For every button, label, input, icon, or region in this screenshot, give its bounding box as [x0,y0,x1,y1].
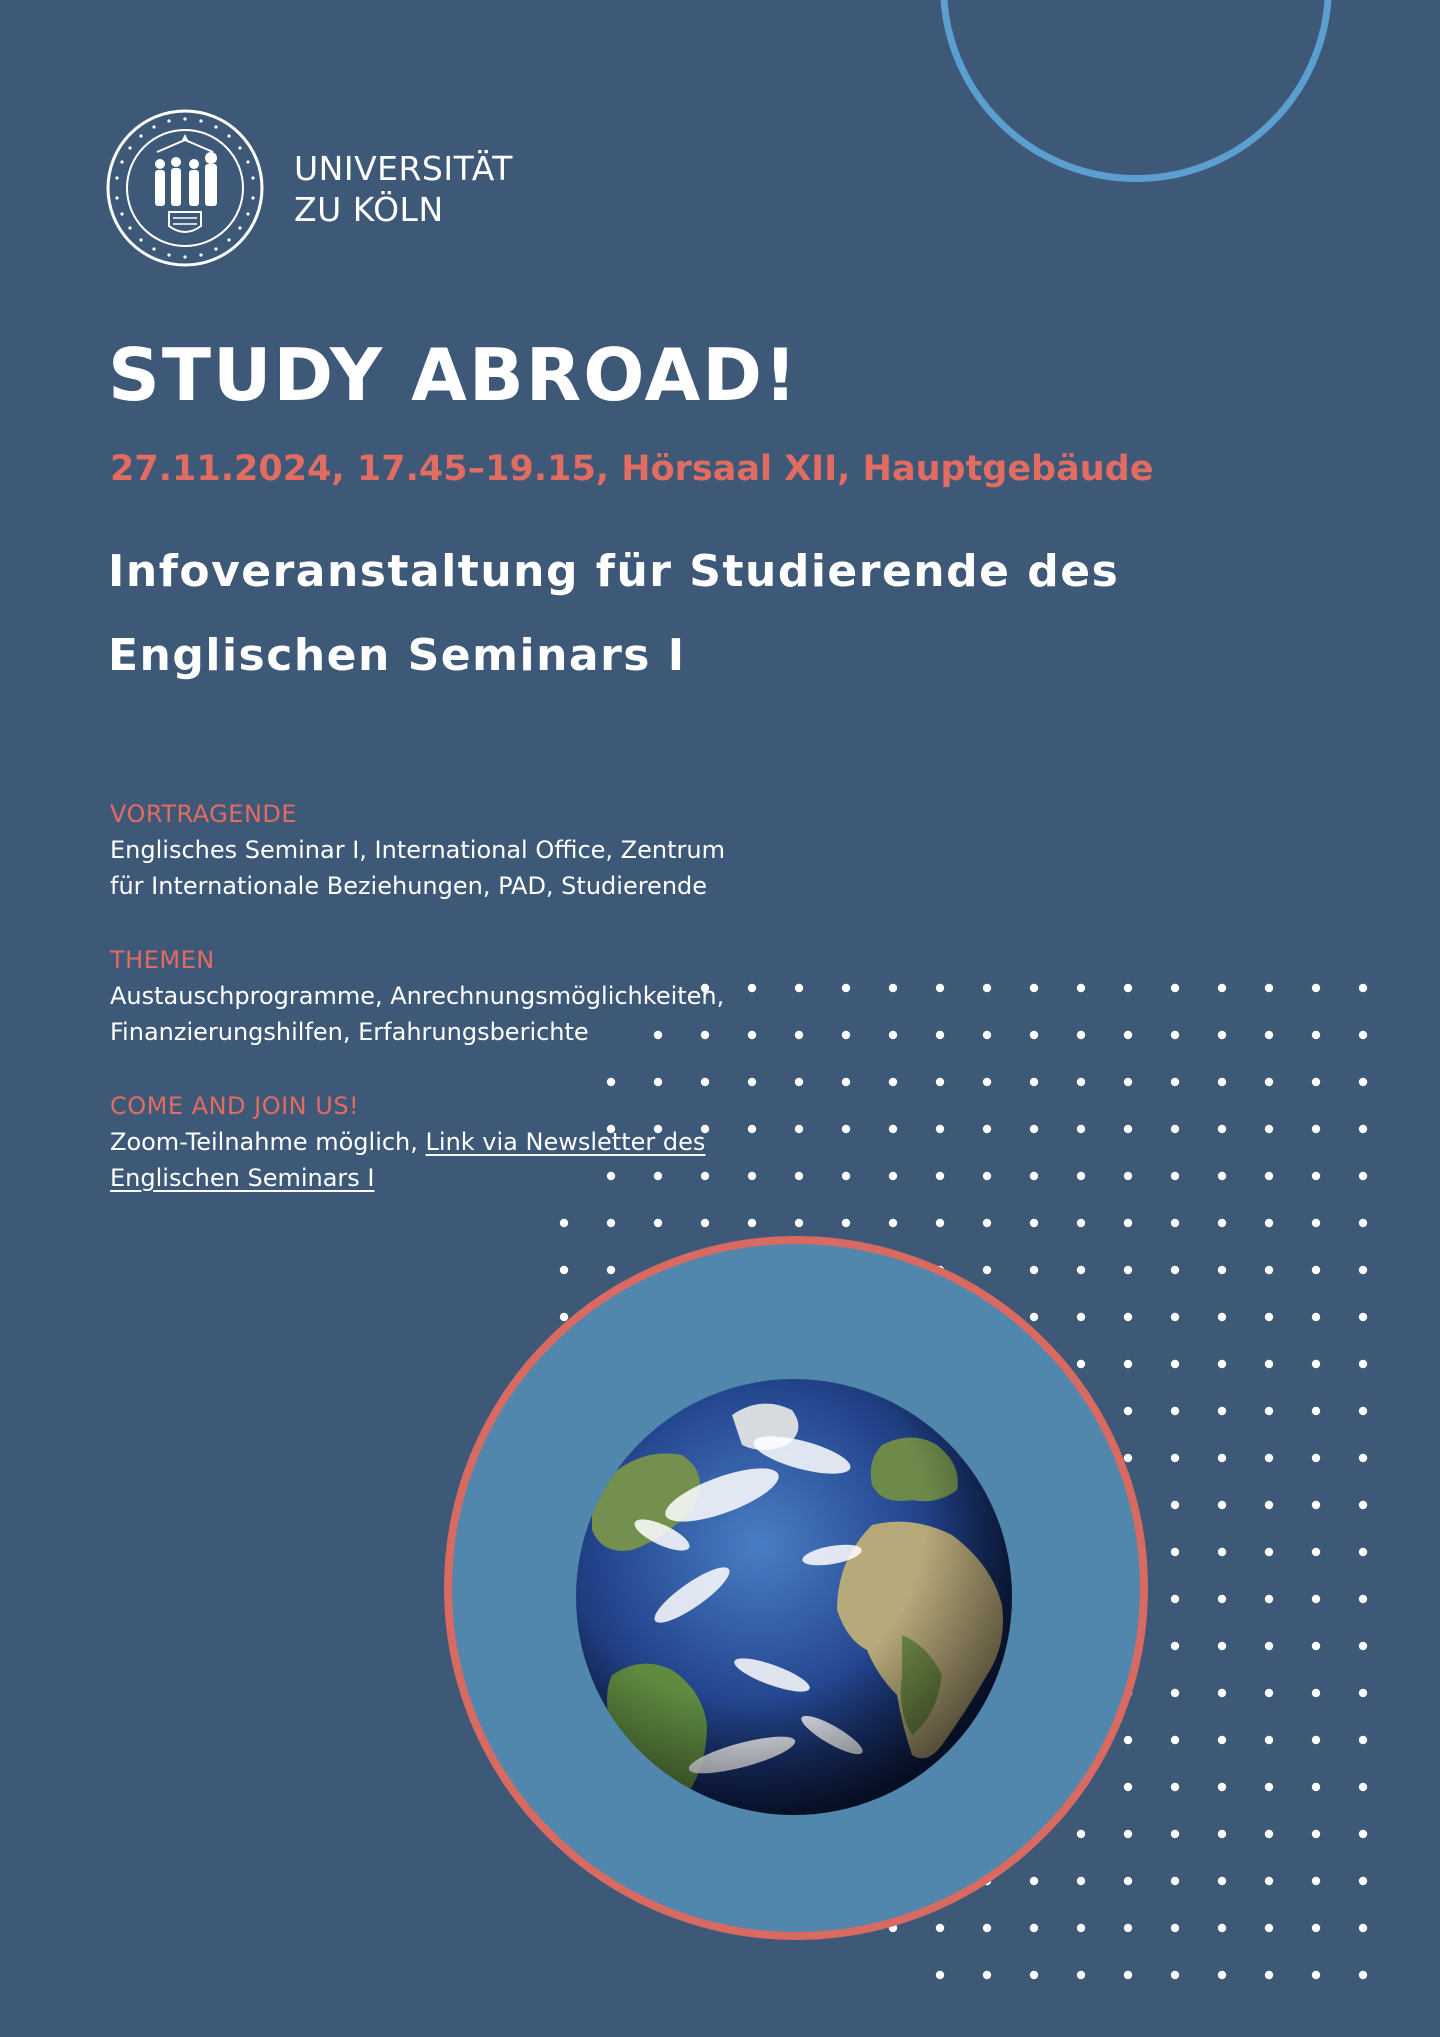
decorative-dot [1124,1172,1132,1180]
decorative-dot [1030,1078,1038,1086]
decorative-dot [1359,1830,1367,1838]
decorative-dot [1124,1313,1132,1321]
decorative-dot [1312,1266,1320,1274]
decorative-dot [842,1031,850,1039]
decorative-dot [1312,1830,1320,1838]
decorative-dot [1171,1595,1179,1603]
decorative-dot [1171,1172,1179,1180]
decorative-dot [1030,1924,1038,1932]
page-title: STUDY ABROAD! [108,333,799,417]
subtitle-line2: Englischen Seminars I [108,630,686,681]
decorative-dot [1030,984,1038,992]
decorative-dot [842,1219,850,1227]
decorative-dot [1359,1689,1367,1697]
decorative-dot [889,1219,897,1227]
decorative-dot [1030,1971,1038,1979]
decorative-dot [842,1078,850,1086]
decorative-dot [1124,1736,1132,1744]
decorative-dot [1077,1877,1085,1885]
decorative-dot [1171,1219,1179,1227]
decorative-dot [1359,1642,1367,1650]
decorative-dot [1124,1031,1132,1039]
event-subtitle [108,530,1119,698]
decorative-dot [1218,1454,1226,1462]
decorative-dot [1218,1172,1226,1180]
speakers-line2: für Internationale Beziehungen, PAD, Studierende [110,872,708,900]
join-line2 [110,1160,810,1196]
decorative-dot [1312,1642,1320,1650]
decorative-dot [1171,1642,1179,1650]
topics-line2: Finanzierungshilfen, Erfahrungsberichte [110,1018,589,1046]
decorative-dot [654,1078,662,1086]
decorative-dot [1265,1031,1273,1039]
decorative-dot [1077,1266,1085,1274]
decorative-dot [1077,1971,1085,1979]
decorative-dot [795,1078,803,1086]
decorative-dot [1265,1360,1273,1368]
decorative-dot [1312,1219,1320,1227]
section-join [110,1088,810,1196]
decorative-dot [1359,1125,1367,1133]
decorative-dot [1171,1830,1179,1838]
decorative-dot [1359,1595,1367,1603]
university-name [294,148,513,230]
decorative-dot [983,1172,991,1180]
decorative-dot [1171,1501,1179,1509]
decorative-dot [889,984,897,992]
decorative-dot [1218,1971,1226,1979]
decorative-dot [1265,1595,1273,1603]
decorative-dot [1312,1031,1320,1039]
decorative-dot [889,1172,897,1180]
decorative-dot [1359,1924,1367,1932]
decorative-dot [795,1219,803,1227]
decorative-dot [936,984,944,992]
section-topics [110,942,810,1050]
decorative-dot [842,984,850,992]
decorative-dot [1124,1219,1132,1227]
decorative-dot [1030,1125,1038,1133]
decorative-dot [889,1031,897,1039]
decorative-dot [983,1971,991,1979]
decorative-dot [983,1031,991,1039]
topics-line1: Austauschprogramme, Anrechnungsmöglichkeiten, [110,982,725,1010]
university-name-line1: UNIVERSITÄT [294,149,513,188]
decorative-dot [936,1172,944,1180]
decorative-dot [1171,1313,1179,1321]
decorative-dot [1312,1783,1320,1791]
decorative-dot [1359,1407,1367,1415]
decorative-dot [1171,1407,1179,1415]
decorative-dot [983,984,991,992]
decorative-dot [701,1219,709,1227]
decorative-dot [607,1266,615,1274]
decorative-dot [1359,1031,1367,1039]
decorative-dot [936,1078,944,1086]
decorative-dot [1312,1125,1320,1133]
decorative-dot [1218,1924,1226,1932]
decorative-dot [1312,1595,1320,1603]
decorative-dot [1312,1078,1320,1086]
decorative-dot [1030,1266,1038,1274]
join-text: Zoom-Teilnahme möglich, [110,1128,426,1156]
decorative-dot [1218,1313,1226,1321]
decorative-dot [1218,1219,1226,1227]
decorative-dot [1265,1219,1273,1227]
decorative-dot [1124,1407,1132,1415]
decorative-dot [1077,1360,1085,1368]
decorative-dot [1077,1924,1085,1932]
decorative-dot [1077,1031,1085,1039]
decorative-dot [1265,1783,1273,1791]
decorative-dot [1124,1877,1132,1885]
decorative-dot [983,1924,991,1932]
decorative-dot [1265,1830,1273,1838]
decorative-dot [1265,1266,1273,1274]
decorative-dot [1265,1125,1273,1133]
decorative-dot [1124,1924,1132,1932]
decorative-dot [1171,1736,1179,1744]
decorative-dot [1171,1360,1179,1368]
decorative-dot [1171,1454,1179,1462]
decorative-dot [1218,1689,1226,1697]
speakers-line1: Englisches Seminar I, International Office, Zentrum [110,836,725,864]
decorative-dot [1124,1078,1132,1086]
decorative-dot [1171,1031,1179,1039]
earth-globe-icon [572,1375,1016,1819]
decorative-dot [842,1172,850,1180]
decorative-dot [560,1219,568,1227]
decorative-dot [1124,984,1132,992]
decorative-dot [1077,1313,1085,1321]
decorative-dot [1077,1172,1085,1180]
decorative-dot [1265,1454,1273,1462]
decorative-dot [1359,984,1367,992]
decorative-dot [1265,1172,1273,1180]
decorative-dot [1265,1971,1273,1979]
decorative-dot [936,1219,944,1227]
decorative-dot [1312,1548,1320,1556]
decorative-dot [1359,1219,1367,1227]
decorative-dot [1171,1266,1179,1274]
decorative-dot [1312,1313,1320,1321]
decorative-dot [1171,1924,1179,1932]
decorative-dot [1218,1736,1226,1744]
subtitle-line1: Infoveranstaltung für Studierende des [108,546,1120,597]
decorative-dot [1218,1125,1226,1133]
decorative-dot [1359,1078,1367,1086]
decorative-dot [1171,1971,1179,1979]
decorative-dot [1265,1642,1273,1650]
join-line1 [110,1124,810,1160]
decorative-dot [1312,1689,1320,1697]
decorative-dot [1265,984,1273,992]
decorative-dot [983,1125,991,1133]
decorative-dot [1218,1407,1226,1415]
decorative-dot [607,1219,615,1227]
decorative-dot [1218,1830,1226,1838]
section-heading-speakers: VORTRAGENDE [110,800,298,828]
newsletter-link-continued[interactable]: Englischen Seminars I [110,1164,375,1192]
decorative-dot [1312,1736,1320,1744]
decorative-dot [1359,1877,1367,1885]
decorative-dot [1312,984,1320,992]
decorative-dot [1359,1266,1367,1274]
decorative-dot [1124,1360,1132,1368]
decorative-dot [1030,1172,1038,1180]
decorative-dot [1171,1125,1179,1133]
decorative-dot [1265,1877,1273,1885]
decorative-dot [1218,1031,1226,1039]
decorative-dot [701,1078,709,1086]
decorative-dot [607,1078,615,1086]
decorative-dot [1218,1360,1226,1368]
decorative-dot [1359,1454,1367,1462]
decorative-dot [1312,1172,1320,1180]
university-name-line2: ZU KÖLN [294,190,444,229]
section-speakers [110,796,810,904]
university-seal-icon [105,108,265,268]
decorative-dot [936,1031,944,1039]
decorative-dot [983,1219,991,1227]
decorative-dot [1312,1454,1320,1462]
decorative-dot [1218,1548,1226,1556]
decorative-dot [1265,1689,1273,1697]
decorative-dot [1124,1125,1132,1133]
decorative-dot [1218,984,1226,992]
decorative-dot [1265,1407,1273,1415]
decorative-dot [1265,1313,1273,1321]
section-heading-join: COME AND JOIN US! [110,1092,360,1120]
decorative-dot [1312,1924,1320,1932]
decorative-dot [1077,1078,1085,1086]
decorative-dot [1077,984,1085,992]
decorative-dot [1124,1783,1132,1791]
decorative-dot [1124,1454,1132,1462]
decorative-dot [1312,1501,1320,1509]
decorative-dot [1218,1501,1226,1509]
decorative-dot [748,1219,756,1227]
decorative-dot [1359,1172,1367,1180]
decorative-dot [1171,1548,1179,1556]
decorative-dot [1265,1924,1273,1932]
decorative-dot [1030,1031,1038,1039]
decorative-dot [1265,1501,1273,1509]
decorative-dot [1312,1360,1320,1368]
decorative-dot [1312,1407,1320,1415]
decorative-dot [1218,1877,1226,1885]
decorative-dot [1030,1877,1038,1885]
decorative-dot [1030,1313,1038,1321]
decorative-dot [654,1219,662,1227]
decorative-dot [1265,1736,1273,1744]
decorative-dot [1171,1877,1179,1885]
decorative-dot [936,1924,944,1932]
newsletter-link[interactable]: Link via Newsletter des [425,1128,706,1156]
decorative-dot [1171,1783,1179,1791]
decorative-dot [1218,1078,1226,1086]
decorative-dot [1359,1548,1367,1556]
decorative-dot [1218,1595,1226,1603]
decorative-dot [748,1078,756,1086]
decorative-dot [1265,1078,1273,1086]
decorative-dot [1171,1689,1179,1697]
decorative-dot [1359,1971,1367,1979]
decorative-dot [889,1078,897,1086]
decorative-dot [1030,1219,1038,1227]
decorative-dot [1124,1971,1132,1979]
decorative-dot [1171,984,1179,992]
decorative-dot [1077,1219,1085,1227]
decorative-dot [1359,1360,1367,1368]
decorative-dot [1359,1783,1367,1791]
decorative-dot [1077,1125,1085,1133]
decorative-dot [889,1125,897,1133]
event-date-location: 27.11.2024, 17.45–19.15, Hörsaal XII, Hauptgebäude [110,449,1154,489]
decorative-dot [936,1971,944,1979]
decorative-dot [1312,1877,1320,1885]
decorative-dot [1359,1501,1367,1509]
decorative-dot [1124,1266,1132,1274]
decorative-dot [936,1125,944,1133]
decorative-dot [983,1078,991,1086]
decorative-dot [1218,1266,1226,1274]
decorative-dot [1218,1642,1226,1650]
decorative-dot [1265,1548,1273,1556]
decorative-dot [1312,1971,1320,1979]
section-heading-topics: THEMEN [110,946,215,974]
decorative-dot [560,1266,568,1274]
decorative-dot [1359,1313,1367,1321]
decorative-dot [1218,1783,1226,1791]
decorative-dot [983,1266,991,1274]
decorative-dot [842,1125,850,1133]
decorative-dot [1124,1830,1132,1838]
decorative-dot [1077,1830,1085,1838]
decorative-dot [1171,1078,1179,1086]
decorative-dot [1359,1736,1367,1744]
